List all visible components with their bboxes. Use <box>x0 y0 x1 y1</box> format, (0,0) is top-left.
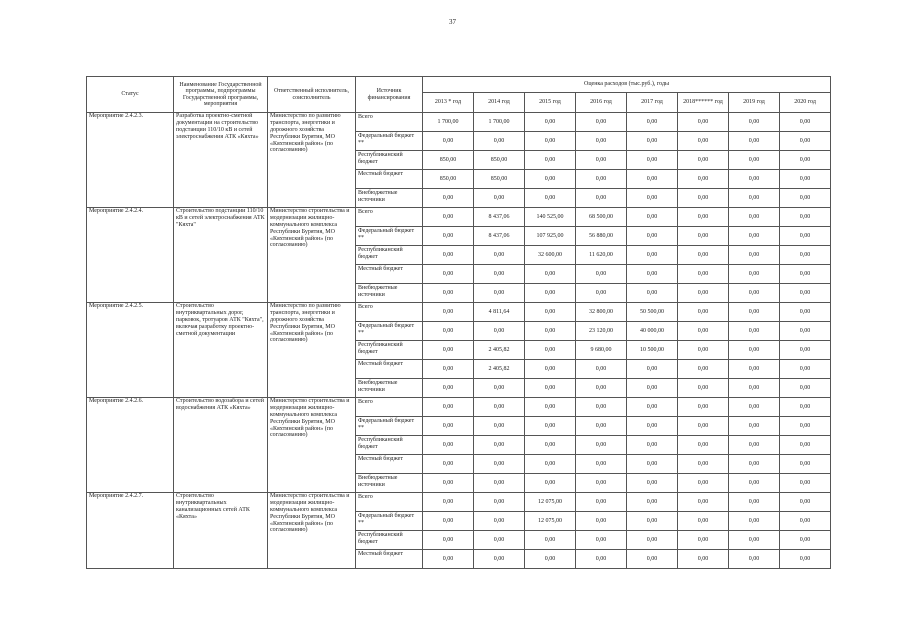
amount-cell: 0,00 <box>474 436 525 455</box>
funding-source: Федеральный бюджет ** <box>356 132 423 151</box>
amount-cell: 0,00 <box>678 132 729 151</box>
amount-cell: 0,00 <box>780 550 831 569</box>
amount-cell: 0,00 <box>576 265 627 284</box>
amount-cell: 0,00 <box>627 474 678 493</box>
amount-cell: 0,00 <box>678 113 729 132</box>
amount-cell: 0,00 <box>678 360 729 379</box>
amount-cell: 0,00 <box>525 113 576 132</box>
amount-cell: 0,00 <box>780 227 831 246</box>
amount-cell: 0,00 <box>474 284 525 303</box>
amount-cell: 56 880,00 <box>576 227 627 246</box>
measure-name: Строительство внутриквартальных канализационных сетей АТК «Кяхта» <box>174 493 268 569</box>
amount-cell: 0,00 <box>678 379 729 398</box>
amount-cell: 0,00 <box>729 265 780 284</box>
funding-source: Федеральный бюджет ** <box>356 512 423 531</box>
measure-status: Мероприятие 2.4.2.3. <box>87 113 174 208</box>
amount-cell: 0,00 <box>525 360 576 379</box>
amount-cell: 0,00 <box>729 531 780 550</box>
measure-status: Мероприятие 2.4.2.5. <box>87 303 174 398</box>
amount-cell: 0,00 <box>729 455 780 474</box>
amount-cell: 0,00 <box>525 189 576 208</box>
amount-cell: 0,00 <box>576 474 627 493</box>
amount-cell: 23 120,00 <box>576 322 627 341</box>
amount-cell: 0,00 <box>780 322 831 341</box>
amount-cell: 850,00 <box>423 170 474 189</box>
amount-cell: 0,00 <box>474 474 525 493</box>
amount-cell: 0,00 <box>423 341 474 360</box>
amount-cell: 0,00 <box>525 379 576 398</box>
amount-cell: 12 075,00 <box>525 512 576 531</box>
amount-cell: 0,00 <box>729 341 780 360</box>
amount-cell: 0,00 <box>780 531 831 550</box>
amount-cell: 0,00 <box>525 455 576 474</box>
amount-cell: 0,00 <box>678 417 729 436</box>
measure-name: Строительство подстанции 110/10 кВ и сетей электроснабжения АТК "Кяхта" <box>174 208 268 303</box>
measure-executor: Министерство строительства и модернизации жилищно-коммунального комплекса Республики Бурятия, МО «Кяхтинский район» (по согласованию) <box>268 208 356 303</box>
amount-cell: 0,00 <box>576 455 627 474</box>
amount-cell: 850,00 <box>474 170 525 189</box>
amount-cell: 0,00 <box>423 512 474 531</box>
amount-cell: 0,00 <box>678 246 729 265</box>
amount-cell: 0,00 <box>627 531 678 550</box>
amount-cell: 12 075,00 <box>525 493 576 512</box>
amount-cell: 68 500,00 <box>576 208 627 227</box>
amount-cell: 0,00 <box>678 189 729 208</box>
funding-source: Всего <box>356 208 423 227</box>
amount-cell: 0,00 <box>474 265 525 284</box>
amount-cell: 50 500,00 <box>627 303 678 322</box>
funding-source: Республиканский бюджет <box>356 246 423 265</box>
amount-cell: 0,00 <box>576 284 627 303</box>
amount-cell: 0,00 <box>780 455 831 474</box>
expenditure-table <box>86 76 831 569</box>
funding-source: Всего <box>356 398 423 417</box>
amount-cell: 0,00 <box>423 531 474 550</box>
amount-cell: 0,00 <box>423 436 474 455</box>
amount-cell: 0,00 <box>729 379 780 398</box>
amount-cell: 0,00 <box>576 113 627 132</box>
amount-cell: 0,00 <box>576 189 627 208</box>
amount-cell: 0,00 <box>576 436 627 455</box>
amount-cell: 0,00 <box>729 208 780 227</box>
amount-cell: 0,00 <box>627 246 678 265</box>
measure-status: Мероприятие 2.4.2.7. <box>87 493 174 569</box>
amount-cell: 0,00 <box>627 436 678 455</box>
amount-cell: 0,00 <box>576 379 627 398</box>
amount-cell: 0,00 <box>423 398 474 417</box>
amount-cell: 0,00 <box>780 208 831 227</box>
header-year: 2013 * год <box>423 93 474 113</box>
amount-cell: 0,00 <box>525 284 576 303</box>
amount-cell: 0,00 <box>780 151 831 170</box>
amount-cell: 0,00 <box>780 170 831 189</box>
amount-cell: 32 600,00 <box>525 246 576 265</box>
amount-cell: 0,00 <box>423 493 474 512</box>
amount-cell: 0,00 <box>576 550 627 569</box>
amount-cell: 0,00 <box>729 284 780 303</box>
table-row <box>87 303 831 322</box>
amount-cell: 0,00 <box>729 322 780 341</box>
amount-cell: 0,00 <box>423 322 474 341</box>
measure-executor: Министерство строительства и модернизации жилищно-коммунального комплекса Республики Бурятия, МО «Кяхтинский район» (по согласованию) <box>268 398 356 493</box>
amount-cell: 0,00 <box>474 531 525 550</box>
amount-cell: 0,00 <box>678 493 729 512</box>
page-number: 37 <box>449 18 456 26</box>
header-name: Наименование Государственной программы, подпрограммы Государственной программы, мероприятия <box>174 77 268 113</box>
amount-cell: 0,00 <box>423 303 474 322</box>
amount-cell: 0,00 <box>729 170 780 189</box>
funding-source: Республиканский бюджет <box>356 151 423 170</box>
header-status: Статус <box>87 77 174 113</box>
amount-cell: 0,00 <box>576 417 627 436</box>
amount-cell: 0,00 <box>474 379 525 398</box>
amount-cell: 0,00 <box>474 550 525 569</box>
amount-cell: 0,00 <box>627 550 678 569</box>
amount-cell: 0,00 <box>474 417 525 436</box>
amount-cell: 0,00 <box>423 208 474 227</box>
amount-cell: 0,00 <box>474 512 525 531</box>
amount-cell: 0,00 <box>678 303 729 322</box>
amount-cell: 9 680,00 <box>576 341 627 360</box>
amount-cell: 0,00 <box>525 341 576 360</box>
amount-cell: 0,00 <box>525 531 576 550</box>
funding-source: Местный бюджет <box>356 360 423 379</box>
amount-cell: 0,00 <box>576 170 627 189</box>
amount-cell: 2 405,82 <box>474 360 525 379</box>
amount-cell: 0,00 <box>780 284 831 303</box>
amount-cell: 40 000,00 <box>627 322 678 341</box>
amount-cell: 0,00 <box>678 265 729 284</box>
funding-source: Внебюджетные источники <box>356 189 423 208</box>
funding-source: Местный бюджет <box>356 455 423 474</box>
measure-name: Разработка проектно-сметной документации на строительство подстанции 110/10 кВ и сетей электроснабжения АТК «Кяхта» <box>174 113 268 208</box>
amount-cell: 0,00 <box>576 493 627 512</box>
amount-cell: 0,00 <box>729 398 780 417</box>
amount-cell: 10 500,00 <box>627 341 678 360</box>
amount-cell: 0,00 <box>525 151 576 170</box>
amount-cell: 0,00 <box>780 132 831 151</box>
amount-cell: 1 700,00 <box>423 113 474 132</box>
amount-cell: 0,00 <box>627 208 678 227</box>
amount-cell: 0,00 <box>423 227 474 246</box>
amount-cell: 0,00 <box>729 417 780 436</box>
amount-cell: 0,00 <box>678 170 729 189</box>
amount-cell: 0,00 <box>678 550 729 569</box>
amount-cell: 0,00 <box>525 417 576 436</box>
amount-cell: 2 405,82 <box>474 341 525 360</box>
header-source: Источник финансирования <box>356 77 423 113</box>
amount-cell: 0,00 <box>678 284 729 303</box>
amount-cell: 0,00 <box>729 493 780 512</box>
amount-cell: 0,00 <box>678 531 729 550</box>
amount-cell: 0,00 <box>780 512 831 531</box>
amount-cell: 0,00 <box>627 151 678 170</box>
amount-cell: 0,00 <box>780 189 831 208</box>
amount-cell: 0,00 <box>474 132 525 151</box>
amount-cell: 0,00 <box>627 189 678 208</box>
amount-cell: 0,00 <box>474 322 525 341</box>
amount-cell: 0,00 <box>729 227 780 246</box>
amount-cell: 0,00 <box>627 512 678 531</box>
table-row <box>87 398 831 417</box>
amount-cell: 0,00 <box>678 474 729 493</box>
amount-cell: 0,00 <box>423 379 474 398</box>
amount-cell: 0,00 <box>525 303 576 322</box>
funding-source: Федеральный бюджет ** <box>356 322 423 341</box>
measure-name: Строительство водозабора и сетей водоснабжения АТК «Кяхта» <box>174 398 268 493</box>
amount-cell: 0,00 <box>627 113 678 132</box>
table-row <box>87 493 831 512</box>
amount-cell: 0,00 <box>576 531 627 550</box>
amount-cell: 8 437,06 <box>474 227 525 246</box>
header-year: 2016 год <box>576 93 627 113</box>
amount-cell: 0,00 <box>729 512 780 531</box>
amount-cell: 0,00 <box>780 303 831 322</box>
funding-source: Внебюджетные источники <box>356 379 423 398</box>
amount-cell: 0,00 <box>678 398 729 417</box>
amount-cell: 8 437,06 <box>474 208 525 227</box>
amount-cell: 0,00 <box>474 398 525 417</box>
amount-cell: 0,00 <box>423 189 474 208</box>
amount-cell: 0,00 <box>423 550 474 569</box>
amount-cell: 0,00 <box>627 360 678 379</box>
amount-cell: 0,00 <box>729 474 780 493</box>
measure-executor: Министерство по развитию транспорта, энергетики и дорожного хозяйства Республики Бурятия, МО «Кяхтинский район» (по согласованию) <box>268 303 356 398</box>
amount-cell: 0,00 <box>729 246 780 265</box>
amount-cell: 0,00 <box>525 322 576 341</box>
funding-source: Местный бюджет <box>356 170 423 189</box>
amount-cell: 0,00 <box>678 227 729 246</box>
amount-cell: 0,00 <box>627 398 678 417</box>
amount-cell: 0,00 <box>729 189 780 208</box>
amount-cell: 0,00 <box>474 493 525 512</box>
funding-source: Федеральный бюджет ** <box>356 417 423 436</box>
header-year: 2015 год <box>525 93 576 113</box>
amount-cell: 0,00 <box>525 265 576 284</box>
amount-cell: 0,00 <box>780 493 831 512</box>
funding-source: Федеральный бюджет ** <box>356 227 423 246</box>
amount-cell: 0,00 <box>423 284 474 303</box>
header-year: 2018****** год <box>678 93 729 113</box>
amount-cell: 0,00 <box>627 417 678 436</box>
amount-cell: 0,00 <box>780 360 831 379</box>
amount-cell: 0,00 <box>780 398 831 417</box>
amount-cell: 32 800,00 <box>576 303 627 322</box>
amount-cell: 0,00 <box>678 208 729 227</box>
amount-cell: 0,00 <box>678 151 729 170</box>
amount-cell: 0,00 <box>525 170 576 189</box>
amount-cell: 0,00 <box>678 436 729 455</box>
amount-cell: 0,00 <box>627 132 678 151</box>
amount-cell: 0,00 <box>627 284 678 303</box>
amount-cell: 0,00 <box>627 455 678 474</box>
amount-cell: 0,00 <box>627 227 678 246</box>
amount-cell: 0,00 <box>729 113 780 132</box>
amount-cell: 0,00 <box>780 474 831 493</box>
amount-cell: 0,00 <box>525 474 576 493</box>
header-year: 2017 год <box>627 93 678 113</box>
amount-cell: 0,00 <box>678 512 729 531</box>
amount-cell: 0,00 <box>729 151 780 170</box>
funding-source: Всего <box>356 113 423 132</box>
amount-cell: 4 811,64 <box>474 303 525 322</box>
amount-cell: 1 700,00 <box>474 113 525 132</box>
funding-source: Всего <box>356 303 423 322</box>
amount-cell: 0,00 <box>423 474 474 493</box>
measure-status: Мероприятие 2.4.2.4. <box>87 208 174 303</box>
amount-cell: 0,00 <box>525 132 576 151</box>
funding-source: Внебюджетные источники <box>356 284 423 303</box>
funding-source: Внебюджетные источники <box>356 474 423 493</box>
amount-cell: 850,00 <box>474 151 525 170</box>
amount-cell: 0,00 <box>678 455 729 474</box>
amount-cell: 0,00 <box>780 417 831 436</box>
measure-executor: Министерство по развитию транспорта, энергетики и дорожного хозяйства Республики Бурятия, МО «Кяхтинский район» (по согласованию) <box>268 113 356 208</box>
amount-cell: 0,00 <box>576 512 627 531</box>
amount-cell: 107 925,00 <box>525 227 576 246</box>
amount-cell: 0,00 <box>474 455 525 474</box>
header-year: 2020 год <box>780 93 831 113</box>
header-executor: Ответственный исполнитель, соисполнитель <box>268 77 356 113</box>
amount-cell: 0,00 <box>729 360 780 379</box>
amount-cell: 0,00 <box>474 246 525 265</box>
amount-cell: 0,00 <box>780 113 831 132</box>
amount-cell: 140 525,00 <box>525 208 576 227</box>
amount-cell: 0,00 <box>525 436 576 455</box>
amount-cell: 0,00 <box>525 550 576 569</box>
funding-source: Местный бюджет <box>356 265 423 284</box>
amount-cell: 0,00 <box>423 246 474 265</box>
amount-cell: 0,00 <box>678 341 729 360</box>
amount-cell: 0,00 <box>474 189 525 208</box>
amount-cell: 0,00 <box>423 132 474 151</box>
funding-source: Республиканский бюджет <box>356 531 423 550</box>
amount-cell: 0,00 <box>576 151 627 170</box>
amount-cell: 0,00 <box>780 341 831 360</box>
amount-cell: 0,00 <box>780 265 831 284</box>
amount-cell: 0,00 <box>678 322 729 341</box>
amount-cell: 0,00 <box>423 455 474 474</box>
amount-cell: 0,00 <box>525 398 576 417</box>
funding-source: Республиканский бюджет <box>356 341 423 360</box>
amount-cell: 0,00 <box>576 360 627 379</box>
funding-source: Республиканский бюджет <box>356 436 423 455</box>
funding-source: Местный бюджет <box>356 550 423 569</box>
table-row <box>87 113 831 132</box>
amount-cell: 0,00 <box>423 360 474 379</box>
measure-executor: Министерство строительства и модернизации жилищно-коммунального комплекса Республики Бурятия, МО «Кяхтинский район» (по согласованию) <box>268 493 356 569</box>
amount-cell: 0,00 <box>627 379 678 398</box>
amount-cell: 0,00 <box>780 436 831 455</box>
measure-status: Мероприятие 2.4.2.6. <box>87 398 174 493</box>
amount-cell: 0,00 <box>576 398 627 417</box>
amount-cell: 0,00 <box>729 132 780 151</box>
amount-cell: 0,00 <box>627 170 678 189</box>
amount-cell: 0,00 <box>780 379 831 398</box>
amount-cell: 0,00 <box>729 550 780 569</box>
amount-cell: 0,00 <box>576 132 627 151</box>
table-row <box>87 208 831 227</box>
amount-cell: 0,00 <box>627 265 678 284</box>
funding-source: Всего <box>356 493 423 512</box>
amount-cell: 0,00 <box>780 246 831 265</box>
header-estimate: Оценка расходов (тыс.руб.), годы <box>423 77 831 93</box>
amount-cell: 0,00 <box>627 493 678 512</box>
header-year: 2014 год <box>474 93 525 113</box>
amount-cell: 0,00 <box>729 303 780 322</box>
measure-name: Строительство внутриквартальных дорог, парковок, тротуаров АТК "Кяхта", включая разработку проектно-сметной документации <box>174 303 268 398</box>
header-year: 2019 год <box>729 93 780 113</box>
amount-cell: 0,00 <box>729 436 780 455</box>
amount-cell: 0,00 <box>423 265 474 284</box>
amount-cell: 0,00 <box>423 417 474 436</box>
amount-cell: 11 620,00 <box>576 246 627 265</box>
amount-cell: 850,00 <box>423 151 474 170</box>
